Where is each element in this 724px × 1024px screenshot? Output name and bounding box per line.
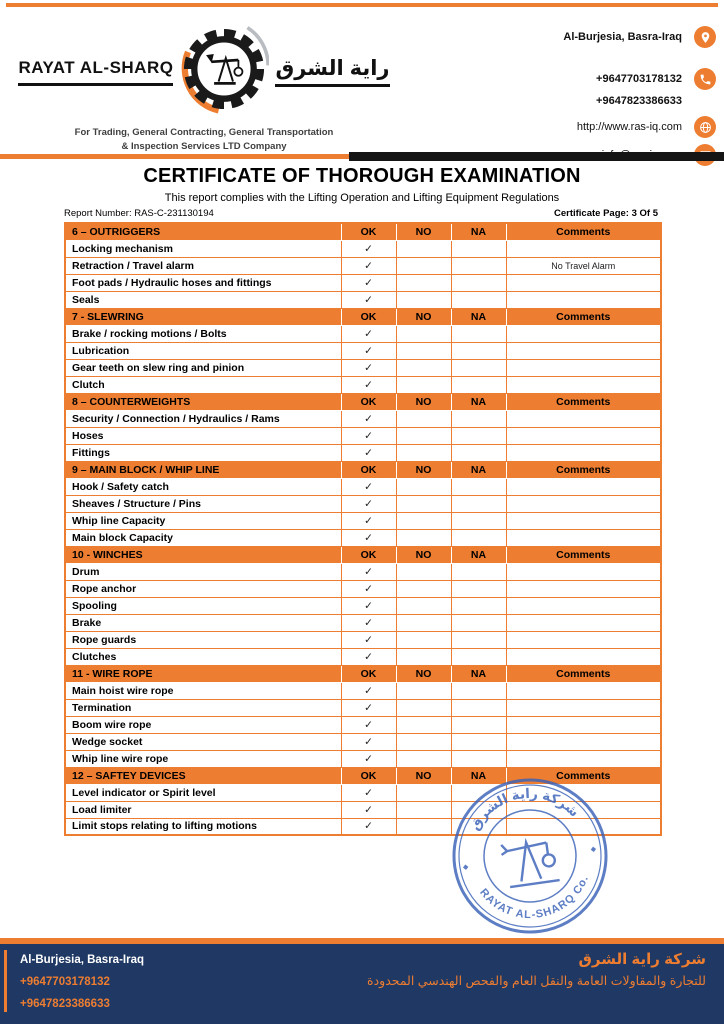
ok-cell: ✓ [341,342,396,359]
column-header-cell: NO [396,546,451,563]
item-label-cell: Boom wire rope [65,716,341,733]
ok-cell: ✓ [341,291,396,308]
na-cell [451,801,506,818]
contact-phone-2 [596,90,716,112]
column-header-cell: Comments [506,223,661,240]
item-label-cell: Load limiter [65,801,341,818]
item-row [65,427,661,444]
ok-cell: ✓ [341,631,396,648]
item-label-cell: Rope anchor [65,580,341,597]
item-row [65,580,661,597]
location-pin-icon [694,26,716,48]
column-header-cell: Comments [506,461,661,478]
column-header-cell: NO [396,767,451,784]
section-header-row [65,223,661,240]
stamp-separator-right: ◆ [590,845,597,854]
ok-cell: ✓ [341,325,396,342]
footer-phone-1: +9647703178132 [20,976,110,988]
company-name-ar: راية الشرق [275,56,389,87]
item-row [65,818,661,835]
no-cell [396,750,451,767]
comment-cell [506,325,661,342]
report-number: Report Number: RAS-C-231130194 [64,208,214,219]
na-cell [451,699,506,716]
item-row [65,359,661,376]
no-cell [396,648,451,665]
item-label-cell: Clutches [65,648,341,665]
section-header-row [65,308,661,325]
no-cell [396,342,451,359]
na-cell [451,240,506,257]
comment-cell [506,648,661,665]
comment-cell [506,342,661,359]
section-title-cell: 6 – OUTRIGGERS [65,223,341,240]
na-cell [451,495,506,512]
na-cell [451,427,506,444]
company-name-en: RAYAT AL-SHARQ [18,58,173,86]
stamp-text-top: شركة راية الشرق [466,785,583,833]
ok-cell: ✓ [341,376,396,393]
item-row [65,563,661,580]
na-cell [451,376,506,393]
item-row [65,682,661,699]
comment-cell [506,529,661,546]
item-label-cell: Limit stops relating to lifting motions [65,818,341,835]
footer-company-arabic-line2: للتجارة والمقاولات العامة والنقل العام والفحص الهندسي المحدودة [367,974,706,988]
na-cell [451,597,506,614]
column-header-cell: NA [451,393,506,410]
contact-address [563,26,716,48]
no-cell [396,580,451,597]
column-header-cell: NA [451,461,506,478]
no-cell [396,274,451,291]
column-header-cell: Comments [506,308,661,325]
ok-cell: ✓ [341,750,396,767]
item-label-cell: Brake / rocking motions / Bolts [65,325,341,342]
na-cell [451,325,506,342]
contact-phone1-text: +9647703178132 [596,73,682,85]
item-label-cell: Locking mechanism [65,240,341,257]
na-cell [451,716,506,733]
ok-cell: ✓ [341,240,396,257]
column-header-cell: NA [451,546,506,563]
na-cell [451,291,506,308]
na-cell [451,274,506,291]
ok-cell: ✓ [341,597,396,614]
item-row [65,274,661,291]
stamp-separator-left: ◆ [462,863,469,872]
inspection-table [64,222,662,836]
item-label-cell: Rope guards [65,631,341,648]
column-header-cell: NO [396,308,451,325]
comment-cell: No Travel Alarm [506,257,661,274]
comment-cell [506,631,661,648]
comment-cell [506,784,661,801]
na-cell [451,410,506,427]
comment-cell [506,291,661,308]
comment-cell [506,444,661,461]
section-title-cell: 11 - WIRE ROPE [65,665,341,682]
stamp-text-bottom: RAYAT AL-SHARQ Co. [477,873,592,922]
ok-cell: ✓ [341,410,396,427]
na-cell [451,478,506,495]
item-row [65,512,661,529]
ok-cell: ✓ [341,427,396,444]
comment-cell [506,580,661,597]
item-label-cell: Seals [65,291,341,308]
comment-cell [506,359,661,376]
item-label-cell: Gear teeth on slew ring and pinion [65,359,341,376]
no-cell [396,495,451,512]
no-cell [396,410,451,427]
item-label-cell: Wedge socket [65,733,341,750]
comment-cell [506,563,661,580]
item-label-cell: Drum [65,563,341,580]
ok-cell: ✓ [341,801,396,818]
item-row [65,716,661,733]
page-subtitle: This report complies with the Lifting Operation and Lifting Equipment Regulations [164,192,560,204]
contact-phone2-text: +9647823386633 [596,95,682,107]
item-label-cell: Level indicator or Spirit level [65,784,341,801]
no-cell [396,325,451,342]
ok-cell: ✓ [341,784,396,801]
no-cell [396,699,451,716]
item-label-cell: Brake [65,614,341,631]
section-header-row [65,461,661,478]
ok-cell: ✓ [341,478,396,495]
na-cell [451,359,506,376]
na-cell [451,342,506,359]
no-cell [396,240,451,257]
no-cell [396,512,451,529]
na-cell [451,682,506,699]
top-accent-bar [6,3,718,7]
item-row [65,342,661,359]
section-header-row [65,393,661,410]
item-label-cell: Whip line Capacity [65,512,341,529]
item-label-cell: Whip line wire rope [65,750,341,767]
item-label-cell: Retraction / Travel alarm [65,257,341,274]
no-cell [396,529,451,546]
item-row [65,410,661,427]
item-label-cell: Main block Capacity [65,529,341,546]
no-cell [396,682,451,699]
item-label-cell: Spooling [65,597,341,614]
no-cell [396,478,451,495]
column-header-cell: NA [451,665,506,682]
ok-cell: ✓ [341,529,396,546]
ok-cell: ✓ [341,818,396,835]
contact-website [577,116,716,138]
ok-cell: ✓ [341,495,396,512]
item-row [65,614,661,631]
na-cell [451,784,506,801]
no-cell [396,563,451,580]
column-header-cell: Comments [506,665,661,682]
column-header-cell: NA [451,767,506,784]
footer-phone-2: +9647823386633 [20,998,110,1010]
column-header-cell: OK [341,461,396,478]
item-row [65,444,661,461]
comment-cell [506,614,661,631]
item-row [65,733,661,750]
ok-cell: ✓ [341,580,396,597]
no-cell [396,716,451,733]
no-cell [396,376,451,393]
na-cell [451,631,506,648]
section-title-cell: 7 - SLEWRING [65,308,341,325]
comment-cell [506,733,661,750]
contact-website-text: http://www.ras-iq.com [576,121,682,133]
section-title-cell: 10 - WINCHES [65,546,341,563]
na-cell [451,580,506,597]
comment-cell [506,410,661,427]
item-row [65,648,661,665]
column-header-cell: OK [341,665,396,682]
no-cell [396,444,451,461]
column-header-cell: OK [341,223,396,240]
column-header-cell: NA [451,308,506,325]
na-cell [451,563,506,580]
section-title-cell: 12 – SAFTEY DEVICES [65,767,341,784]
column-header-cell: NO [396,393,451,410]
comment-cell [506,376,661,393]
ok-cell: ✓ [341,699,396,716]
inspection-table-wrap [64,222,660,836]
column-header-cell: NA [451,223,506,240]
comment-cell [506,699,661,716]
no-cell [396,631,451,648]
column-header-cell: NO [396,223,451,240]
na-cell [451,512,506,529]
no-cell [396,614,451,631]
company-logo [18,22,390,154]
footer-accent-bar [4,950,7,1012]
column-header-cell: NO [396,665,451,682]
company-tagline [36,126,372,154]
ok-cell: ✓ [341,359,396,376]
na-cell [451,750,506,767]
item-row [65,376,661,393]
comment-cell [506,512,661,529]
item-row [65,325,661,342]
comment-cell [506,274,661,291]
phone-icon [694,68,716,90]
comment-cell [506,682,661,699]
na-cell [451,257,506,274]
na-cell [451,733,506,750]
item-row [65,699,661,716]
item-label-cell: Security / Connection / Hydraulics / Rams [65,410,341,427]
contact-phone-1 [596,68,716,90]
no-cell [396,733,451,750]
ok-cell: ✓ [341,512,396,529]
ok-cell: ✓ [341,614,396,631]
ok-cell: ✓ [341,563,396,580]
comment-cell [506,801,661,818]
divider-bar-orange [0,154,349,159]
no-cell [396,784,451,801]
section-header-row [65,665,661,682]
ok-cell: ✓ [341,274,396,291]
item-label-cell: Termination [65,699,341,716]
no-cell [396,257,451,274]
section-header-row [65,767,661,784]
column-header-cell: OK [341,308,396,325]
no-cell [396,291,451,308]
column-header-cell: OK [341,393,396,410]
column-header-cell: OK [341,767,396,784]
ok-cell: ✓ [341,716,396,733]
no-cell [396,359,451,376]
inspection-table-body [65,223,661,835]
item-row [65,784,661,801]
comment-cell [506,495,661,512]
footer-address: Al-Burjesia, Basra-Iraq [20,954,144,966]
na-cell [451,529,506,546]
item-label-cell: Hoses [65,427,341,444]
tagline-line2: & Inspection Services LTD Company [121,140,287,152]
column-header-cell: Comments [506,393,661,410]
comment-cell [506,597,661,614]
ok-cell: ✓ [341,733,396,750]
comment-cell [506,240,661,257]
ok-cell: ✓ [341,444,396,461]
comment-cell [506,818,661,835]
no-cell [396,818,451,835]
contact-info [456,20,716,165]
na-cell [451,444,506,461]
item-label-cell: Foot pads / Hydraulic hoses and fittings [65,274,341,291]
item-label-cell: Main hoist wire rope [65,682,341,699]
item-row [65,478,661,495]
column-header-cell: Comments [506,546,661,563]
item-row [65,495,661,512]
column-header-cell: NO [396,461,451,478]
item-row [65,750,661,767]
column-header-cell: Comments [506,767,661,784]
item-label-cell: Fittings [65,444,341,461]
no-cell [396,427,451,444]
item-label-cell: Lubrication [65,342,341,359]
footer-company-arabic [367,950,706,988]
na-cell [451,614,506,631]
footer-company-arabic-line1: شركة راية الشرق [578,951,706,968]
ok-cell: ✓ [341,682,396,699]
comment-cell [506,750,661,767]
item-label-cell: Sheaves / Structure / Pins [65,495,341,512]
section-title-cell: 8 – COUNTERWEIGHTS [65,393,341,410]
column-header-cell: OK [341,546,396,563]
stamp-pumpjack-icon [500,838,559,888]
no-cell [396,801,451,818]
na-cell [451,818,506,835]
comment-cell [506,427,661,444]
item-row [65,257,661,274]
item-label-cell: Hook / Safety catch [65,478,341,495]
item-row [65,240,661,257]
item-row [65,529,661,546]
certificate-page-number: Certificate Page: 3 Of 5 [553,208,658,219]
item-row [65,291,661,308]
contact-address-text: Al-Burjesia, Basra-Iraq [563,31,682,43]
item-row [65,801,661,818]
globe-icon [694,116,716,138]
comment-cell [506,478,661,495]
item-label-cell: Clutch [65,376,341,393]
no-cell [396,597,451,614]
gear-pumpjack-logo-icon [179,22,269,121]
item-row [65,631,661,648]
ok-cell: ✓ [341,257,396,274]
na-cell [451,648,506,665]
item-row [65,597,661,614]
page-footer [0,938,724,1024]
divider-bar-black [349,152,724,161]
comment-cell [506,716,661,733]
section-title-cell: 9 – MAIN BLOCK / WHIP LINE [65,461,341,478]
tagline-line1: For Trading, General Contracting, General Transportation [74,127,334,138]
page-title: CERTIFICATE OF THOROUGH EXAMINATION [143,165,581,187]
section-header-row [65,546,661,563]
ok-cell: ✓ [341,648,396,665]
